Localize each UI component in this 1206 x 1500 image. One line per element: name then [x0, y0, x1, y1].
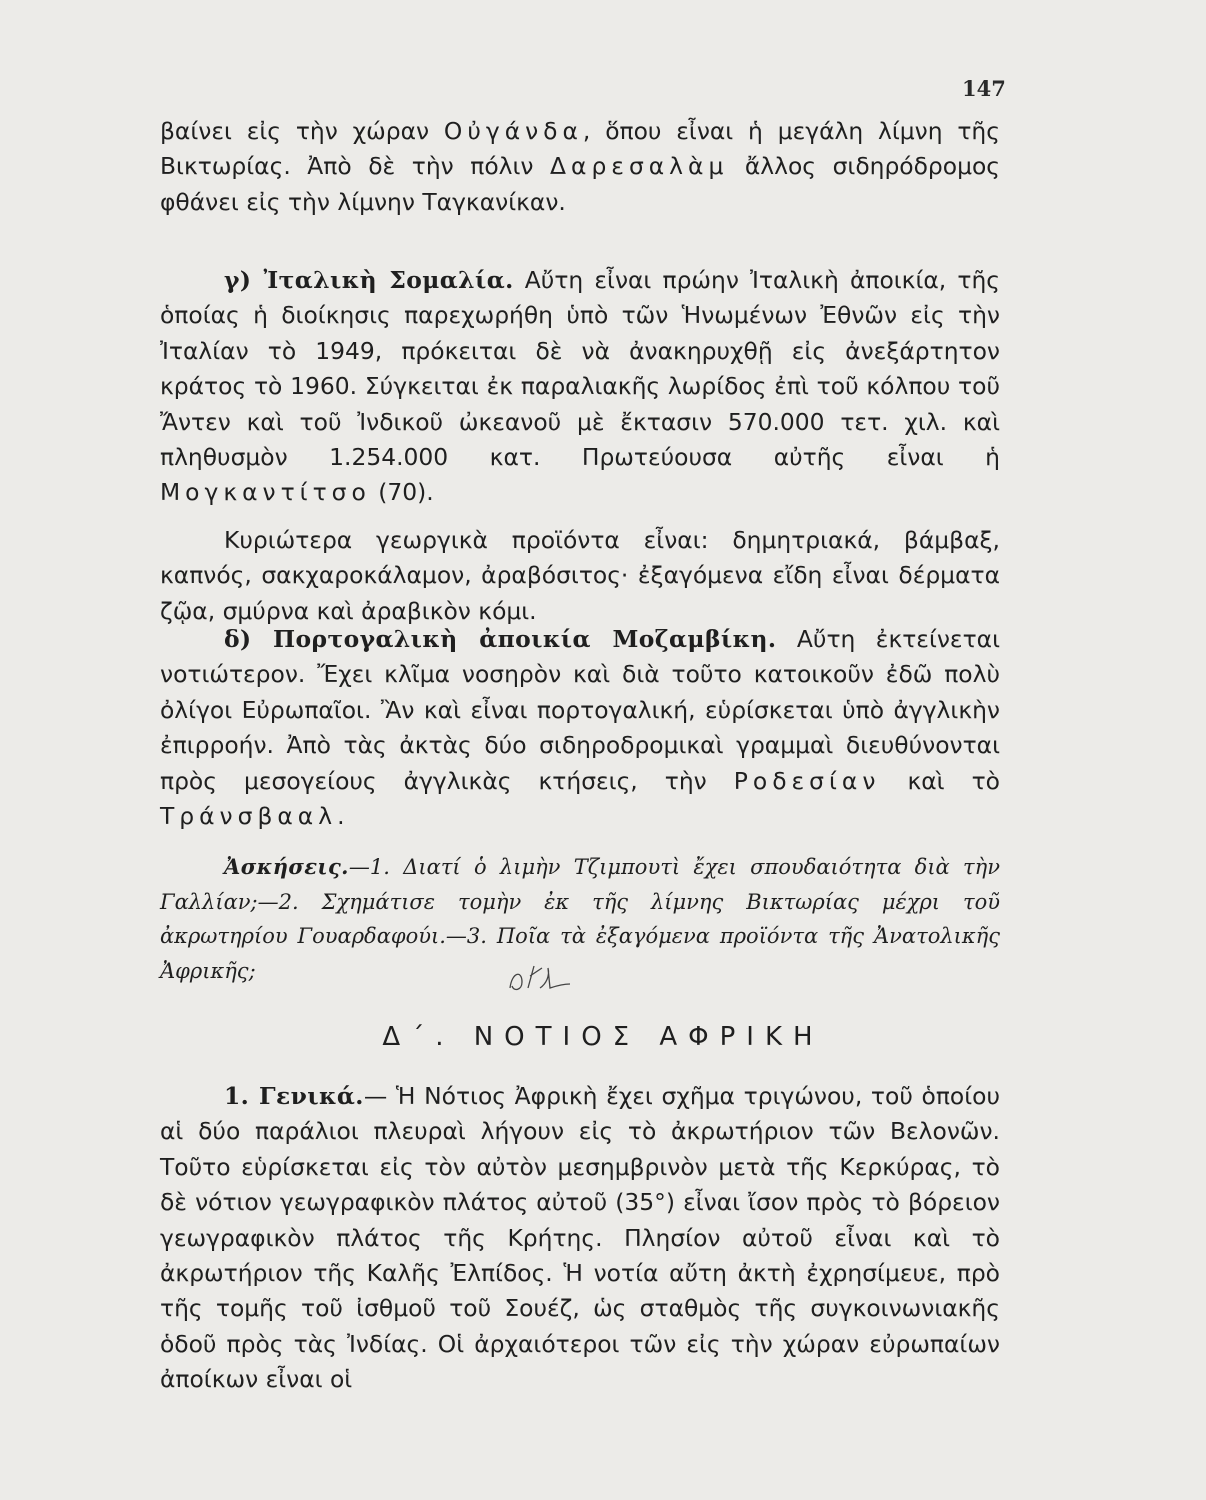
place-uganda: Οὐγάνδα [443, 117, 583, 145]
italian-somaliland-paragraph [160, 263, 1000, 511]
place-mogadishu: Μογκαντίτσο [160, 478, 371, 507]
mozambique-text-3: . [337, 802, 345, 831]
mozambique-section [160, 622, 1000, 834]
section-heading-south-africa: Δ΄. ΝΟΤΙΟΣ ΑΦΡΙΚΗ [382, 1022, 824, 1052]
italian-somaliland-text-2: (70). [370, 478, 434, 507]
south-africa-paragraph [160, 1079, 1000, 1398]
place-rhodesia: Ροδεσίαν [733, 766, 881, 795]
place-dar-es-salaam: Δαρεσαλὰμ [550, 152, 729, 181]
italian-somaliland-section [160, 263, 1000, 629]
mozambique-paragraph [160, 622, 1000, 834]
intro-block [160, 114, 1000, 220]
exercises-heading: Ἀσκήσεις. [224, 854, 349, 879]
page-number: 147 [962, 76, 1006, 101]
south-africa-heading: 1. Γενικά. [224, 1082, 364, 1110]
exercises-block [160, 850, 1000, 988]
intro-text-1: βαίνει εἰς τὴν χώραν [160, 117, 444, 145]
south-africa-section [160, 1079, 1000, 1398]
mozambique-heading: δ) Πορτογαλικὴ ἀποικία Μοζαμβίκη. [224, 625, 777, 653]
place-transvaal: Τράνσβααλ [160, 802, 338, 831]
italian-somaliland-products: Κυριώτερα γεωργικὰ προϊόντα εἶναι: δημητριακά, βάμβαξ, καπνός, σακχαροκάλαμον, ἀραβόσιτος· ἐξαγόμενα εἴδη εἶναι δέρματα ζῷα, σμύρνα καὶ ἀραβικὸν κόμι. [160, 525, 1000, 625]
intro-paragraph [160, 114, 1000, 220]
intro-text-2: , ὅπου εἶναι ἡ μεγάλη λίμνη τῆς Βικτωρίας. Ἀπὸ δὲ τὴν πόλιν [160, 117, 1000, 181]
italian-somaliland-text-1: Αὔτη εἶναι πρώην Ἰταλικὴ ἀποικία, τῆς ὁποίας ἡ διοίκησις παρεχωρήθη ὑπὸ τῶν Ἡνωμένων Ἐθνῶν εἰς τὴν Ἰταλίαν τὸ 1949, πρόκειται δὲ νὰ ἀνακηρυχθῇ εἰς ἀνεξάρτητον κράτος τὸ 1960. Σύγκειται ἐκ παραλιακῆς λωρίδος ἐπὶ τοῦ κόλπου τοῦ Ἄντεν καὶ τοῦ Ἰνδικοῦ ὠκεανοῦ μὲ ἔκτασιν 570.000 τετ. χιλ. καὶ πληθυσμὸν 1.254.000 κατ. Πρωτεύουσα αὐτῆς εἶναι ἡ [160, 266, 1000, 472]
handwritten-mark [506, 958, 572, 994]
mozambique-text-2: καὶ τὸ [880, 766, 1000, 795]
italian-somaliland-heading: γ) Ἰταλικὴ Σομαλία. [224, 266, 514, 294]
south-africa-text: — Ἡ Νότιος Ἀφρικὴ ἔχει σχῆμα τριγώνου, τοῦ ὁποίου αἱ δύο παράλιοι πλευραὶ λήγουν εἰς τὸ ἀκρωτήριον τῶν Βελονῶν. Τοῦτο εὑρίσκεται εἰς τὸν αὐτὸν μεσημβρινὸν μετὰ τῆς Κερκύρας, τὸ δὲ νότιον γεωγραφικὸν πλάτος αὐτοῦ (35°) εἶναι ἴσον πρὸς τὸ βόρειον γεωγραφικὸν πλάτος τῆς Κρήτης. Πλησίον αὐτοῦ εἶναι καὶ τὸ ἀκρωτήριον τῆς Καλῆς Ἐλπίδος. Ἡ νοτία αὔτη ἀκτὴ ἐχρησίμευε, πρὸ τῆς τομῆς τοῦ ἰσθμοῦ τοῦ Σουέζ, ὡς σταθμὸς τῆς συγκοινωνιακῆς ὁδοῦ πρὸς τὰς Ἰνδίας. Οἱ ἀρχαιότεροι τῶν εἰς τὴν χώραν εὐρωπαίων ἀποίκων εἶναι οἱ [160, 1082, 1000, 1394]
intro-text-3: ἄλλος σιδηρόδρομος φθάνει εἰς τὴν λίμνην Ταγκανίκαν. [160, 152, 1000, 216]
mozambique-text-1: Αὔτη ἐκτείνεται νοτιώτερον. Ἔχει κλῖμα νοσηρὸν καὶ διὰ τοῦτο κατοικοῦν ἐδῶ πολὺ ὀλίγοι Εὐρωπαῖοι. Ἂν καὶ εἶναι πορτογαλική, εὑρίσκεται ὑπὸ ἀγγλικὴν ἐπιρροήν. Ἀπὸ τὰς ἀκτὰς δύο σιδηροδρομικαὶ γραμμαὶ διευθύνονται πρὸς μεσογείους ἀγγλικὰς κτήσεις, τὴν [160, 625, 1000, 795]
exercises-text: —1. Διατί ὁ λιμὴν Τζιμπουτὶ ἔχει σπουδαιότητα διὰ τὴν Γαλλίαν;—2. Σχημάτισε τομὴν ἐκ τῆς λίμνης Βικτωρίας μέχρι τοῦ ἀκρωτηρίου Γουαρδαφούι.—3. Ποῖα τὰ ἐξαγόμενα προϊόντα τῆς Ἀνατολικῆς Ἀφρικῆς; [160, 855, 1000, 983]
